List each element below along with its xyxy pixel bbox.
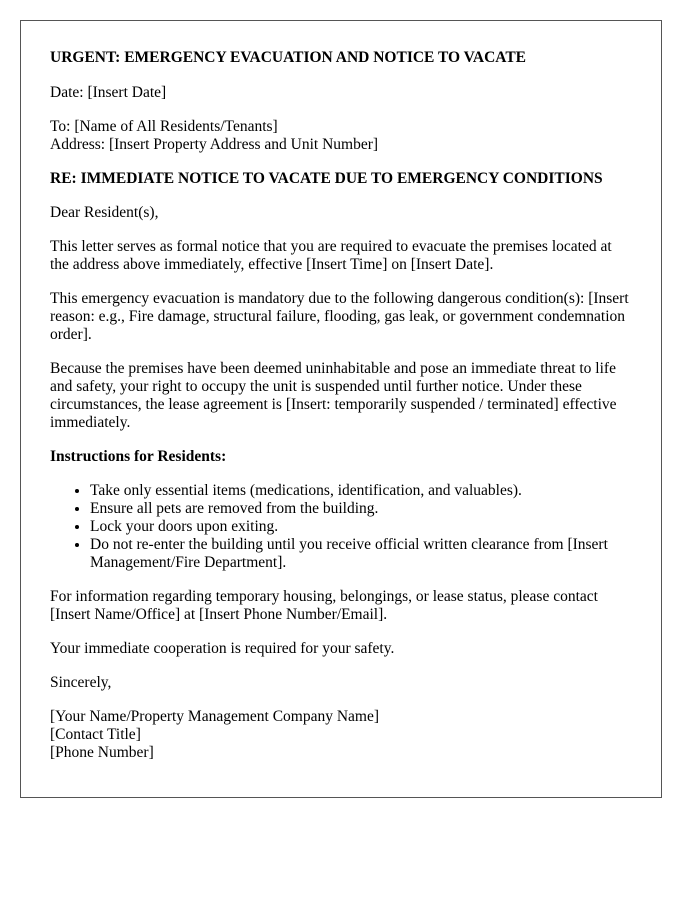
lease-paragraph: Because the premises have been deemed uninhabitable and pose an immediate threat to life and safety, your right to occupy the unit is suspended until further notice. Under these circumstances, the lease agreement is [Insert: temporarily suspended / terminated] effective immediately. <box>50 360 617 431</box>
signature-title: [Contact Title] <box>50 726 141 743</box>
reason-paragraph: This emergency evacuation is mandatory due to the following dangerous condition(s): [Insert reason: e.g., Fire damage, structural failure, flooding, gas leak, or government condemnation order]. <box>50 290 629 343</box>
instruction-item: • Take only essential items (medications, identification, and valuables). <box>90 482 632 500</box>
letter-document <box>20 20 662 798</box>
instructions-list <box>50 482 632 572</box>
instruction-item: • Lock your doors upon exiting. <box>90 518 632 536</box>
address-line: Address: [Insert Property Address and Unit Number] <box>50 136 379 153</box>
signature-name: [Your Name/Property Management Company Name] <box>50 708 380 725</box>
salutation: Dear Resident(s), <box>50 204 159 221</box>
subject-line: RE: IMMEDIATE NOTICE TO VACATE DUE TO EMERGENCY CONDITIONS <box>50 170 603 187</box>
instruction-item: • Ensure all pets are removed from the building. <box>90 500 632 518</box>
recipient-block <box>50 118 632 154</box>
signature-phone: [Phone Number] <box>50 744 154 761</box>
signature-block <box>50 708 632 762</box>
instruction-item: • Do not re-enter the building until you receive official written clearance from [Insert Management/Fire Department]. <box>90 536 632 572</box>
notice-paragraph: This letter serves as formal notice that you are required to evacuate the premises located at the address above immediately, effective [Insert Time] on [Insert Date]. <box>50 238 612 273</box>
instructions-title: Instructions for Residents: <box>50 448 227 465</box>
closing-line: Sincerely, <box>50 674 112 691</box>
letter-title: URGENT: EMERGENCY EVACUATION AND NOTICE TO VACATE <box>50 49 526 66</box>
to-line: To: [Name of All Residents/Tenants] <box>50 118 278 135</box>
date-line: Date: [Insert Date] <box>50 84 167 101</box>
cooperation-line: Your immediate cooperation is required for your safety. <box>50 640 395 657</box>
contact-paragraph: For information regarding temporary housing, belongings, or lease status, please contact [Insert Name/Office] at [Insert Phone Number/Email]. <box>50 588 598 623</box>
